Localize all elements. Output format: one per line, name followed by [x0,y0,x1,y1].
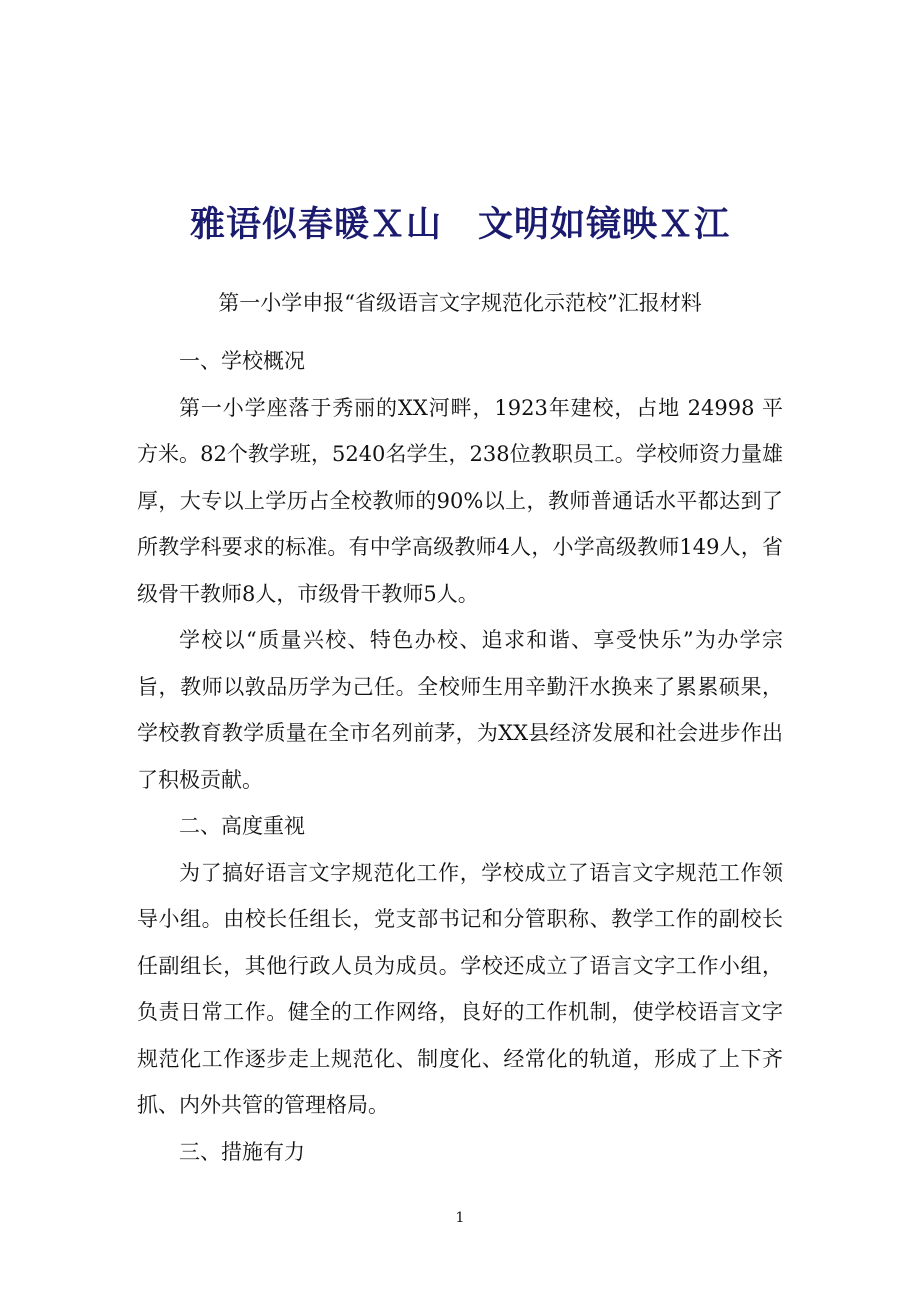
paragraph: 第一小学座落于秀丽的XX河畔，1923年建校，占地 24998 平方米。82个教学班，5240名学生，238位教职员工。学校师资力量雄厚，大专以上学历占全校教师的90%以上，教师普通话水平都达到了所教学科要求的标准。有中学高级教师4人，小学高级教师149人，省级骨干教师8人，市级骨干教师5人。 [137,395,783,606]
section-heading: 一、学校概况 [179,349,305,373]
document-subtitle: 第一小学申报“省级语言文字规范化示范校”汇报材料 [218,291,702,315]
paragraph: 为了搞好语言文字规范化工作，学校成立了语言文字规范工作领导小组。由校长任组长，党支部书记和分管职称、教学工作的副校长任副组长，其他行政人员为成员。学校还成立了语言文字工作小组，负责日常工作。健全的工作网络，良好的工作机制，使学校语言文字规范化工作逐步走上规范化、制度化、经常化的轨道，形成了上下齐抓、内外共管的管理格局。 [137,860,783,1117]
document-body [137,338,783,1175]
page-number: 1 [455,1210,465,1226]
paragraph: 学校以“质量兴校、特色办校、追求和谐、享受快乐”为办学宗旨，教师以敦品历学为己任。全校师生用辛勤汗水换来了累累硕果，学校教育教学质量在全市名列前茅，为XX县经济发展和社会进步作出了积极贡献。 [137,628,783,792]
section-heading: 二、高度重视 [179,814,305,838]
section-heading: 三、措施有力 [179,1139,305,1164]
document-title: 雅语似春暖Ｘ山 文明如镜映Ｘ江 [189,204,730,245]
